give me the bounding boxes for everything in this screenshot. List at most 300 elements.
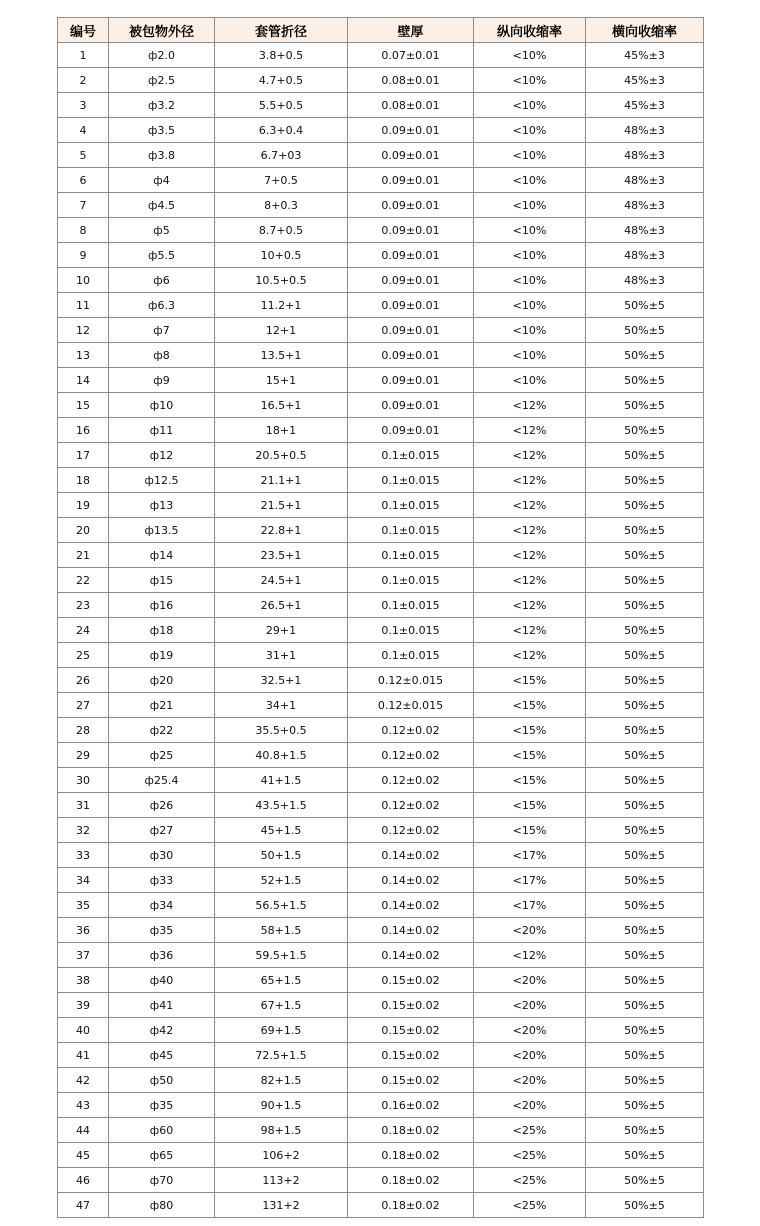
cell-wall-thickness: 0.09±0.01 [348, 243, 474, 268]
cell-longitudinal-shrinkage: <12% [474, 643, 586, 668]
cell-outer-diameter: ф14 [109, 543, 215, 568]
cell-wall-thickness: 0.09±0.01 [348, 168, 474, 193]
spec-table [57, 17, 704, 1218]
cell-flat-width: 21.1+1 [215, 468, 348, 493]
cell-transverse-shrinkage: 50%±5 [586, 493, 704, 518]
cell-id: 13 [58, 343, 109, 368]
cell-id: 36 [58, 918, 109, 943]
cell-transverse-shrinkage: 50%±5 [586, 1043, 704, 1068]
cell-wall-thickness: 0.09±0.01 [348, 143, 474, 168]
header-row [58, 18, 704, 43]
cell-transverse-shrinkage: 50%±5 [586, 618, 704, 643]
cell-wall-thickness: 0.1±0.015 [348, 643, 474, 668]
table-row [58, 1093, 704, 1118]
cell-flat-width: 82+1.5 [215, 1068, 348, 1093]
cell-id: 20 [58, 518, 109, 543]
cell-outer-diameter: ф35 [109, 918, 215, 943]
cell-longitudinal-shrinkage: <12% [474, 493, 586, 518]
cell-flat-width: 20.5+0.5 [215, 443, 348, 468]
cell-longitudinal-shrinkage: <10% [474, 318, 586, 343]
cell-transverse-shrinkage: 50%±5 [586, 1168, 704, 1193]
cell-longitudinal-shrinkage: <25% [474, 1118, 586, 1143]
table-row [58, 1143, 704, 1168]
cell-transverse-shrinkage: 50%±5 [586, 543, 704, 568]
cell-transverse-shrinkage: 50%±5 [586, 1193, 704, 1218]
cell-id: 37 [58, 943, 109, 968]
cell-transverse-shrinkage: 50%±5 [586, 1118, 704, 1143]
cell-outer-diameter: ф42 [109, 1018, 215, 1043]
cell-transverse-shrinkage: 48%±3 [586, 268, 704, 293]
cell-flat-width: 4.7+0.5 [215, 68, 348, 93]
cell-outer-diameter: ф2.0 [109, 43, 215, 68]
table-row [58, 143, 704, 168]
cell-longitudinal-shrinkage: <12% [474, 543, 586, 568]
cell-outer-diameter: ф6.3 [109, 293, 215, 318]
cell-longitudinal-shrinkage: <20% [474, 1043, 586, 1068]
cell-flat-width: 67+1.5 [215, 993, 348, 1018]
cell-longitudinal-shrinkage: <17% [474, 868, 586, 893]
cell-id: 9 [58, 243, 109, 268]
cell-longitudinal-shrinkage: <10% [474, 68, 586, 93]
cell-wall-thickness: 0.15±0.02 [348, 1018, 474, 1043]
cell-flat-width: 41+1.5 [215, 768, 348, 793]
cell-id: 46 [58, 1168, 109, 1193]
cell-outer-diameter: ф2.5 [109, 68, 215, 93]
cell-transverse-shrinkage: 50%±5 [586, 393, 704, 418]
header-outer-diameter: 被包物外径 [109, 18, 215, 43]
table-row [58, 793, 704, 818]
cell-longitudinal-shrinkage: <15% [474, 693, 586, 718]
cell-wall-thickness: 0.1±0.015 [348, 593, 474, 618]
cell-longitudinal-shrinkage: <12% [474, 393, 586, 418]
table-row [58, 568, 704, 593]
cell-flat-width: 69+1.5 [215, 1018, 348, 1043]
cell-flat-width: 40.8+1.5 [215, 743, 348, 768]
cell-outer-diameter: ф9 [109, 368, 215, 393]
cell-transverse-shrinkage: 50%±5 [586, 818, 704, 843]
cell-longitudinal-shrinkage: <10% [474, 43, 586, 68]
cell-id: 35 [58, 893, 109, 918]
cell-transverse-shrinkage: 50%±5 [586, 643, 704, 668]
table-row [58, 618, 704, 643]
cell-flat-width: 45+1.5 [215, 818, 348, 843]
cell-id: 15 [58, 393, 109, 418]
cell-wall-thickness: 0.1±0.015 [348, 468, 474, 493]
cell-id: 40 [58, 1018, 109, 1043]
cell-longitudinal-shrinkage: <10% [474, 93, 586, 118]
cell-flat-width: 24.5+1 [215, 568, 348, 593]
cell-id: 28 [58, 718, 109, 743]
cell-flat-width: 6.7+03 [215, 143, 348, 168]
table-row [58, 418, 704, 443]
cell-outer-diameter: ф35 [109, 1093, 215, 1118]
cell-transverse-shrinkage: 48%±3 [586, 168, 704, 193]
cell-outer-diameter: ф45 [109, 1043, 215, 1068]
cell-id: 3 [58, 93, 109, 118]
cell-longitudinal-shrinkage: <15% [474, 668, 586, 693]
cell-outer-diameter: ф12.5 [109, 468, 215, 493]
cell-flat-width: 65+1.5 [215, 968, 348, 993]
cell-outer-diameter: ф16 [109, 593, 215, 618]
cell-flat-width: 52+1.5 [215, 868, 348, 893]
table-body [58, 43, 704, 1218]
cell-wall-thickness: 0.1±0.015 [348, 518, 474, 543]
cell-id: 21 [58, 543, 109, 568]
cell-wall-thickness: 0.09±0.01 [348, 318, 474, 343]
table-row [58, 1043, 704, 1068]
cell-id: 32 [58, 818, 109, 843]
cell-outer-diameter: ф19 [109, 643, 215, 668]
table-row [58, 943, 704, 968]
cell-flat-width: 23.5+1 [215, 543, 348, 568]
cell-id: 47 [58, 1193, 109, 1218]
cell-longitudinal-shrinkage: <10% [474, 193, 586, 218]
cell-transverse-shrinkage: 50%±5 [586, 593, 704, 618]
cell-id: 22 [58, 568, 109, 593]
cell-longitudinal-shrinkage: <20% [474, 968, 586, 993]
cell-flat-width: 11.2+1 [215, 293, 348, 318]
table-row [58, 668, 704, 693]
header-transverse-shrinkage: 横向收缩率 [586, 18, 704, 43]
cell-id: 39 [58, 993, 109, 1018]
cell-flat-width: 59.5+1.5 [215, 943, 348, 968]
cell-flat-width: 7+0.5 [215, 168, 348, 193]
cell-transverse-shrinkage: 50%±5 [586, 893, 704, 918]
cell-wall-thickness: 0.18±0.02 [348, 1143, 474, 1168]
table-row [58, 718, 704, 743]
cell-id: 25 [58, 643, 109, 668]
cell-outer-diameter: ф22 [109, 718, 215, 743]
table-row [58, 743, 704, 768]
cell-outer-diameter: ф13.5 [109, 518, 215, 543]
table-row [58, 993, 704, 1018]
cell-flat-width: 56.5+1.5 [215, 893, 348, 918]
cell-wall-thickness: 0.09±0.01 [348, 393, 474, 418]
cell-longitudinal-shrinkage: <12% [474, 618, 586, 643]
table-row [58, 593, 704, 618]
cell-transverse-shrinkage: 48%±3 [586, 218, 704, 243]
table-row [58, 193, 704, 218]
cell-transverse-shrinkage: 50%±5 [586, 668, 704, 693]
cell-wall-thickness: 0.15±0.02 [348, 1068, 474, 1093]
table-row [58, 843, 704, 868]
cell-wall-thickness: 0.18±0.02 [348, 1118, 474, 1143]
header-wall-thickness: 壁厚 [348, 18, 474, 43]
table-row [58, 393, 704, 418]
cell-outer-diameter: ф15 [109, 568, 215, 593]
cell-transverse-shrinkage: 50%±5 [586, 768, 704, 793]
cell-flat-width: 12+1 [215, 318, 348, 343]
cell-outer-diameter: ф34 [109, 893, 215, 918]
table-row [58, 868, 704, 893]
cell-flat-width: 131+2 [215, 1193, 348, 1218]
cell-transverse-shrinkage: 50%±5 [586, 293, 704, 318]
cell-flat-width: 22.8+1 [215, 518, 348, 543]
cell-id: 38 [58, 968, 109, 993]
cell-wall-thickness: 0.07±0.01 [348, 43, 474, 68]
cell-longitudinal-shrinkage: <10% [474, 268, 586, 293]
cell-flat-width: 50+1.5 [215, 843, 348, 868]
cell-id: 2 [58, 68, 109, 93]
cell-longitudinal-shrinkage: <12% [474, 593, 586, 618]
cell-wall-thickness: 0.09±0.01 [348, 343, 474, 368]
cell-transverse-shrinkage: 50%±5 [586, 1068, 704, 1093]
cell-longitudinal-shrinkage: <10% [474, 118, 586, 143]
cell-wall-thickness: 0.14±0.02 [348, 843, 474, 868]
cell-longitudinal-shrinkage: <20% [474, 918, 586, 943]
cell-transverse-shrinkage: 50%±5 [586, 318, 704, 343]
cell-longitudinal-shrinkage: <10% [474, 343, 586, 368]
cell-id: 4 [58, 118, 109, 143]
cell-longitudinal-shrinkage: <12% [474, 943, 586, 968]
table-row [58, 818, 704, 843]
cell-transverse-shrinkage: 45%±3 [586, 93, 704, 118]
cell-flat-width: 29+1 [215, 618, 348, 643]
cell-id: 1 [58, 43, 109, 68]
cell-wall-thickness: 0.09±0.01 [348, 218, 474, 243]
cell-longitudinal-shrinkage: <20% [474, 1093, 586, 1118]
cell-transverse-shrinkage: 48%±3 [586, 243, 704, 268]
cell-longitudinal-shrinkage: <20% [474, 1018, 586, 1043]
cell-longitudinal-shrinkage: <20% [474, 1068, 586, 1093]
cell-transverse-shrinkage: 50%±5 [586, 518, 704, 543]
table-row [58, 968, 704, 993]
cell-transverse-shrinkage: 45%±3 [586, 43, 704, 68]
cell-flat-width: 6.3+0.4 [215, 118, 348, 143]
cell-id: 5 [58, 143, 109, 168]
cell-longitudinal-shrinkage: <17% [474, 893, 586, 918]
cell-transverse-shrinkage: 50%±5 [586, 693, 704, 718]
cell-outer-diameter: ф65 [109, 1143, 215, 1168]
cell-longitudinal-shrinkage: <10% [474, 293, 586, 318]
cell-id: 29 [58, 743, 109, 768]
cell-flat-width: 72.5+1.5 [215, 1043, 348, 1068]
table-row [58, 918, 704, 943]
cell-longitudinal-shrinkage: <15% [474, 743, 586, 768]
cell-outer-diameter: ф20 [109, 668, 215, 693]
cell-wall-thickness: 0.12±0.015 [348, 668, 474, 693]
cell-id: 26 [58, 668, 109, 693]
cell-flat-width: 21.5+1 [215, 493, 348, 518]
cell-wall-thickness: 0.18±0.02 [348, 1193, 474, 1218]
cell-transverse-shrinkage: 50%±5 [586, 1143, 704, 1168]
cell-id: 34 [58, 868, 109, 893]
cell-id: 10 [58, 268, 109, 293]
cell-longitudinal-shrinkage: <25% [474, 1193, 586, 1218]
cell-outer-diameter: ф4 [109, 168, 215, 193]
cell-flat-width: 10+0.5 [215, 243, 348, 268]
cell-wall-thickness: 0.15±0.02 [348, 968, 474, 993]
cell-id: 6 [58, 168, 109, 193]
table-row [58, 543, 704, 568]
cell-flat-width: 16.5+1 [215, 393, 348, 418]
cell-outer-diameter: ф26 [109, 793, 215, 818]
cell-outer-diameter: ф10 [109, 393, 215, 418]
table-header [58, 18, 704, 43]
cell-outer-diameter: ф5 [109, 218, 215, 243]
cell-wall-thickness: 0.12±0.02 [348, 743, 474, 768]
cell-flat-width: 98+1.5 [215, 1118, 348, 1143]
cell-wall-thickness: 0.14±0.02 [348, 918, 474, 943]
table-row [58, 243, 704, 268]
cell-id: 31 [58, 793, 109, 818]
cell-wall-thickness: 0.14±0.02 [348, 943, 474, 968]
table-row [58, 1068, 704, 1093]
cell-transverse-shrinkage: 48%±3 [586, 143, 704, 168]
cell-id: 18 [58, 468, 109, 493]
cell-outer-diameter: ф13 [109, 493, 215, 518]
cell-transverse-shrinkage: 48%±3 [586, 118, 704, 143]
table-row [58, 118, 704, 143]
cell-longitudinal-shrinkage: <25% [474, 1168, 586, 1193]
cell-wall-thickness: 0.08±0.01 [348, 93, 474, 118]
cell-longitudinal-shrinkage: <15% [474, 768, 586, 793]
cell-longitudinal-shrinkage: <12% [474, 568, 586, 593]
cell-wall-thickness: 0.09±0.01 [348, 268, 474, 293]
cell-wall-thickness: 0.15±0.02 [348, 993, 474, 1018]
cell-outer-diameter: ф41 [109, 993, 215, 1018]
cell-wall-thickness: 0.09±0.01 [348, 418, 474, 443]
table-row [58, 693, 704, 718]
cell-transverse-shrinkage: 50%±5 [586, 968, 704, 993]
cell-transverse-shrinkage: 50%±5 [586, 1018, 704, 1043]
cell-transverse-shrinkage: 50%±5 [586, 1093, 704, 1118]
cell-outer-diameter: ф12 [109, 443, 215, 468]
table-row [58, 268, 704, 293]
cell-transverse-shrinkage: 50%±5 [586, 568, 704, 593]
cell-id: 11 [58, 293, 109, 318]
cell-outer-diameter: ф27 [109, 818, 215, 843]
cell-longitudinal-shrinkage: <15% [474, 718, 586, 743]
cell-outer-diameter: ф3.2 [109, 93, 215, 118]
cell-id: 12 [58, 318, 109, 343]
cell-transverse-shrinkage: 50%±5 [586, 468, 704, 493]
cell-wall-thickness: 0.15±0.02 [348, 1043, 474, 1068]
cell-flat-width: 90+1.5 [215, 1093, 348, 1118]
table-row [58, 318, 704, 343]
cell-wall-thickness: 0.14±0.02 [348, 868, 474, 893]
table-row [58, 518, 704, 543]
cell-flat-width: 13.5+1 [215, 343, 348, 368]
cell-longitudinal-shrinkage: <12% [474, 418, 586, 443]
cell-transverse-shrinkage: 50%±5 [586, 918, 704, 943]
cell-flat-width: 10.5+0.5 [215, 268, 348, 293]
table-row [58, 768, 704, 793]
cell-flat-width: 32.5+1 [215, 668, 348, 693]
cell-transverse-shrinkage: 50%±5 [586, 793, 704, 818]
cell-flat-width: 58+1.5 [215, 918, 348, 943]
cell-longitudinal-shrinkage: <15% [474, 818, 586, 843]
cell-outer-diameter: ф6 [109, 268, 215, 293]
table-row [58, 1168, 704, 1193]
cell-transverse-shrinkage: 50%±5 [586, 743, 704, 768]
header-id: 编号 [58, 18, 109, 43]
cell-longitudinal-shrinkage: <12% [474, 443, 586, 468]
cell-id: 17 [58, 443, 109, 468]
cell-flat-width: 31+1 [215, 643, 348, 668]
cell-wall-thickness: 0.1±0.015 [348, 618, 474, 643]
cell-wall-thickness: 0.1±0.015 [348, 443, 474, 468]
cell-outer-diameter: ф5.5 [109, 243, 215, 268]
cell-longitudinal-shrinkage: <10% [474, 143, 586, 168]
cell-transverse-shrinkage: 50%±5 [586, 868, 704, 893]
cell-id: 8 [58, 218, 109, 243]
cell-longitudinal-shrinkage: <20% [474, 993, 586, 1018]
cell-transverse-shrinkage: 50%±5 [586, 993, 704, 1018]
cell-outer-diameter: ф11 [109, 418, 215, 443]
cell-wall-thickness: 0.12±0.02 [348, 818, 474, 843]
header-flat-width: 套管折径 [215, 18, 348, 43]
cell-transverse-shrinkage: 50%±5 [586, 343, 704, 368]
cell-flat-width: 8+0.3 [215, 193, 348, 218]
cell-flat-width: 3.8+0.5 [215, 43, 348, 68]
cell-id: 33 [58, 843, 109, 868]
cell-outer-diameter: ф21 [109, 693, 215, 718]
cell-id: 44 [58, 1118, 109, 1143]
table-row [58, 1018, 704, 1043]
cell-longitudinal-shrinkage: <25% [474, 1143, 586, 1168]
cell-wall-thickness: 0.08±0.01 [348, 68, 474, 93]
cell-wall-thickness: 0.14±0.02 [348, 893, 474, 918]
cell-transverse-shrinkage: 50%±5 [586, 718, 704, 743]
cell-flat-width: 106+2 [215, 1143, 348, 1168]
cell-outer-diameter: ф4.5 [109, 193, 215, 218]
cell-wall-thickness: 0.12±0.02 [348, 718, 474, 743]
cell-transverse-shrinkage: 50%±5 [586, 443, 704, 468]
cell-wall-thickness: 0.16±0.02 [348, 1093, 474, 1118]
spec-table-container [57, 17, 704, 1218]
cell-outer-diameter: ф25 [109, 743, 215, 768]
table-row [58, 493, 704, 518]
cell-id: 19 [58, 493, 109, 518]
cell-longitudinal-shrinkage: <15% [474, 793, 586, 818]
cell-longitudinal-shrinkage: <10% [474, 168, 586, 193]
table-row [58, 368, 704, 393]
header-longitudinal-shrinkage: 纵向收缩率 [474, 18, 586, 43]
cell-transverse-shrinkage: 50%±5 [586, 418, 704, 443]
cell-flat-width: 26.5+1 [215, 593, 348, 618]
cell-longitudinal-shrinkage: <10% [474, 368, 586, 393]
cell-outer-diameter: ф8 [109, 343, 215, 368]
cell-outer-diameter: ф18 [109, 618, 215, 643]
table-row [58, 43, 704, 68]
cell-flat-width: 34+1 [215, 693, 348, 718]
cell-wall-thickness: 0.09±0.01 [348, 193, 474, 218]
cell-flat-width: 8.7+0.5 [215, 218, 348, 243]
cell-wall-thickness: 0.09±0.01 [348, 118, 474, 143]
cell-id: 16 [58, 418, 109, 443]
cell-longitudinal-shrinkage: <10% [474, 218, 586, 243]
cell-wall-thickness: 0.1±0.015 [348, 493, 474, 518]
table-row [58, 218, 704, 243]
cell-outer-diameter: ф3.8 [109, 143, 215, 168]
cell-id: 41 [58, 1043, 109, 1068]
table-row [58, 68, 704, 93]
table-row [58, 468, 704, 493]
cell-longitudinal-shrinkage: <12% [474, 468, 586, 493]
cell-outer-diameter: ф36 [109, 943, 215, 968]
cell-id: 30 [58, 768, 109, 793]
cell-flat-width: 35.5+0.5 [215, 718, 348, 743]
cell-transverse-shrinkage: 50%±5 [586, 368, 704, 393]
cell-id: 24 [58, 618, 109, 643]
table-row [58, 893, 704, 918]
cell-outer-diameter: ф70 [109, 1168, 215, 1193]
cell-outer-diameter: ф25.4 [109, 768, 215, 793]
cell-outer-diameter: ф3.5 [109, 118, 215, 143]
cell-outer-diameter: ф33 [109, 868, 215, 893]
cell-wall-thickness: 0.12±0.02 [348, 793, 474, 818]
